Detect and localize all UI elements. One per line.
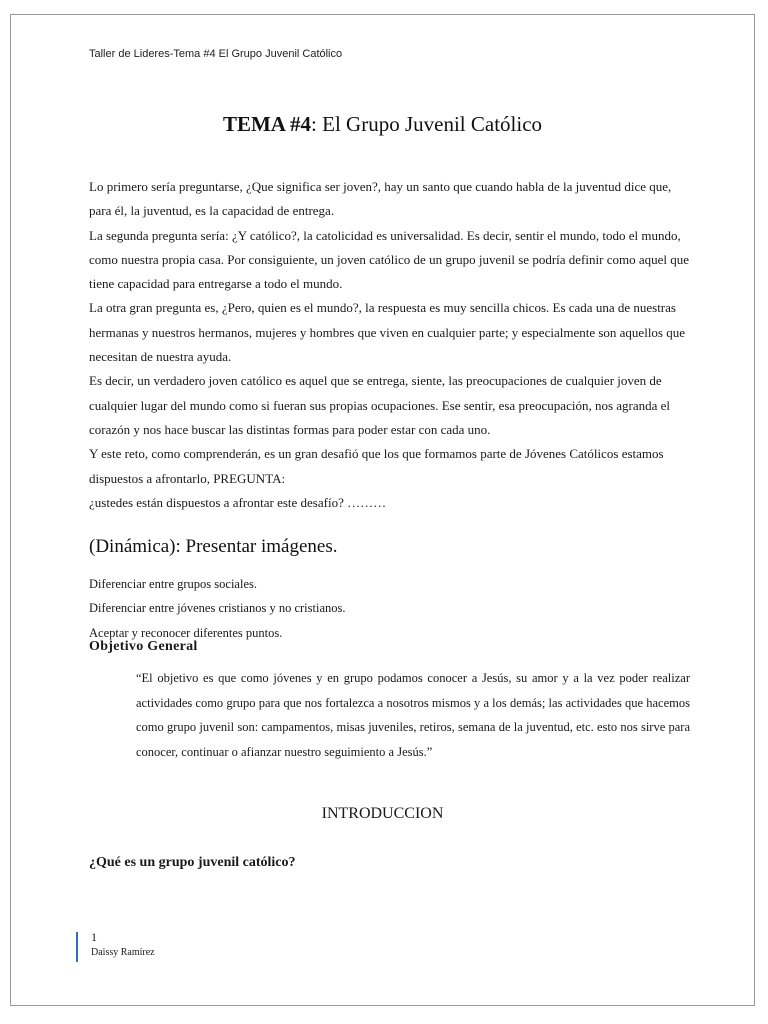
paragraph: La segunda pregunta sería: ¿Y católico?, la catolicidad es universalidad. Es decir, sentir el mundo, todo el mundo, como nuestra propia casa. Por consiguiente, un joven católico de un grupo juvenil se podría definir como aquel que tiene capacidad para entregarse a todo el mundo. xyxy=(89,227,689,292)
list-item: Diferenciar entre grupos sociales. xyxy=(89,577,257,591)
paragraph: Es decir, un verdadero joven católico es aquel que se entrega, siente, las preocupaciones de cualquier joven de cualquier lugar del mundo como si fueran sus propias ocupaciones. Ese sentir, esa preocupación, nos agranda el corazón y nos hace buscar las distintas formas para poder estar con cada uno. xyxy=(89,373,671,437)
footer-author: Daissy Ramírez xyxy=(91,947,155,958)
objetivo-quote: “El objetivo es que como jóvenes y en grupo podamos conocer a Jesús, su amor y a la vez poder realizar actividades como grupo para que nos fortalezca a nosotros mismos y a los demás; las actividades que hacemos como grupo juvenil son: campamentos, misas juveniles, retiros, semana de la juventud, etc. esto nos sirve para conocer, continuar o afianzar nuestro seguimiento a Jesús.” xyxy=(136,671,690,759)
objetivo-heading: Objetivo General xyxy=(89,639,198,654)
paragraph: ¿ustedes están dispuestos a afrontar este desafío? ……… xyxy=(89,494,387,510)
footer-accent-bar xyxy=(76,932,78,962)
document-page xyxy=(10,14,755,1006)
page-header: Taller de Lideres-Tema #4 El Grupo Juvenil Católico xyxy=(89,48,343,60)
title-rest: : El Grupo Juvenil Católico xyxy=(311,112,543,136)
body-text xyxy=(89,175,689,515)
dinamica-heading: (Dinámica): Presentar imágenes. xyxy=(89,536,338,557)
dinamica-list xyxy=(89,572,346,645)
title-bold-part: TEMA #4 xyxy=(222,112,312,136)
list-item: Diferenciar entre jóvenes cristianos y no cristianos. xyxy=(89,601,346,616)
document-title xyxy=(11,112,754,137)
paragraph: Y este reto, como comprenderán, es un gran desafió que los que formamos parte de Jóvenes Católicos estamos dispuestos a afrontarlo, PREGUNTA: xyxy=(89,446,664,486)
paragraph: Lo primero sería preguntarse, ¿Que significa ser joven?, hay un santo que cuando habla de la juventud dice que, para él, la juventud, es la capacidad de entrega. xyxy=(89,179,672,219)
page-number: 1 xyxy=(91,930,97,944)
list-item: Aceptar y reconocer diferentes puntos. xyxy=(89,625,283,640)
paragraph: La otra gran pregunta es, ¿Pero, quien es el mundo?, la respuesta es muy sencilla chicos. Es cada una de nuestras hermanas y nuestros hermanos, mujeres y hombres que viven en cualquier parte; y especialmente son aquellos que necesitan de nuestra ayuda. xyxy=(89,300,686,365)
introduccion-heading: INTRODUCCION xyxy=(321,805,444,822)
section-question: ¿Qué es un grupo juvenil católico? xyxy=(89,855,296,870)
